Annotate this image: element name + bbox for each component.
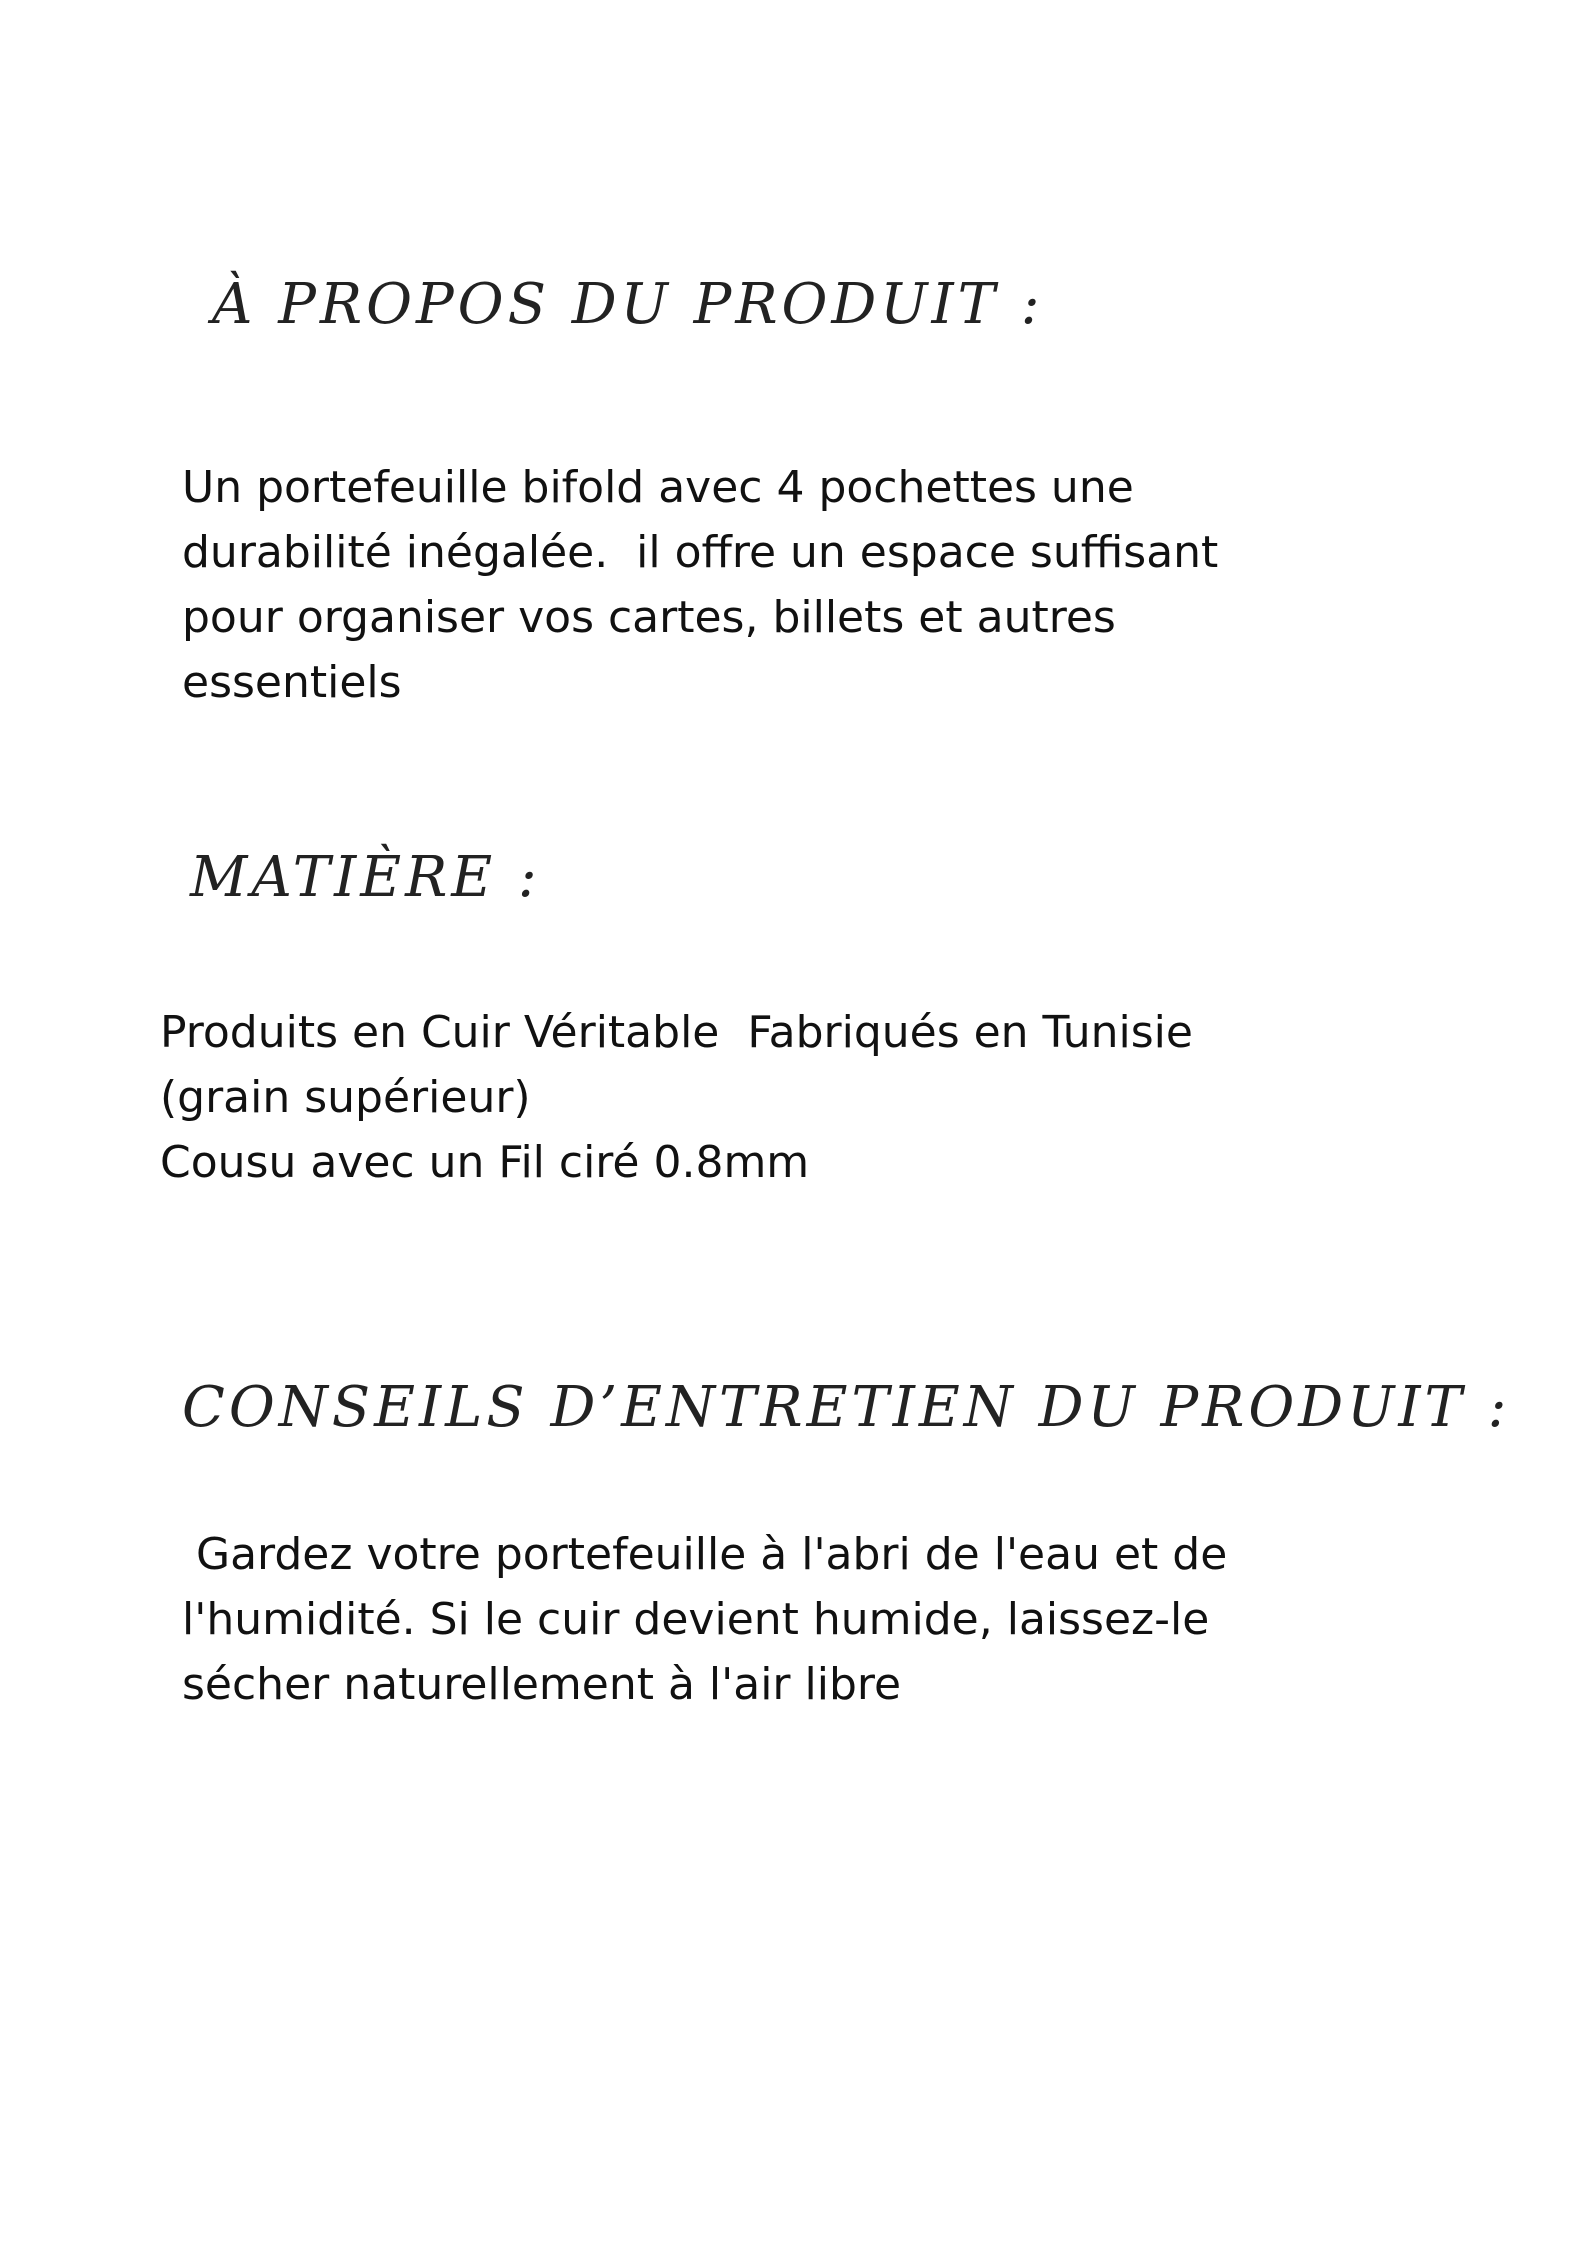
care-line: sécher naturellement à l'air libre — [182, 1659, 902, 1710]
about-line: pour organiser vos cartes, billets et autres — [182, 592, 1116, 643]
material-paragraph — [160, 1000, 1193, 1195]
care-heading: CONSEILS D’ENTRETIEN DU PRODUIT : — [182, 1375, 1511, 1440]
care-line: Gardez votre portefeuille à l'abri de l'eau et de — [182, 1529, 1228, 1580]
about-line: durabilité inégalée. il offre un espace suffisant — [182, 527, 1219, 578]
material-line: Produits en Cuir Véritable Fabriqués en Tunisie — [160, 1007, 1193, 1058]
care-line: l'humidité. Si le cuir devient humide, laissez-le — [182, 1594, 1210, 1645]
care-paragraph — [182, 1522, 1227, 1717]
about-line: Un portefeuille bifold avec 4 pochettes une — [182, 462, 1134, 513]
about-line: essentiels — [182, 657, 402, 708]
about-heading: À PROPOS DU PRODUIT : — [212, 272, 1044, 337]
material-line: Cousu avec un Fil ciré 0.8mm — [160, 1137, 810, 1188]
material-heading: MATIÈRE : — [190, 845, 541, 910]
about-paragraph — [182, 455, 1218, 715]
material-line: (grain supérieur) — [160, 1072, 531, 1123]
